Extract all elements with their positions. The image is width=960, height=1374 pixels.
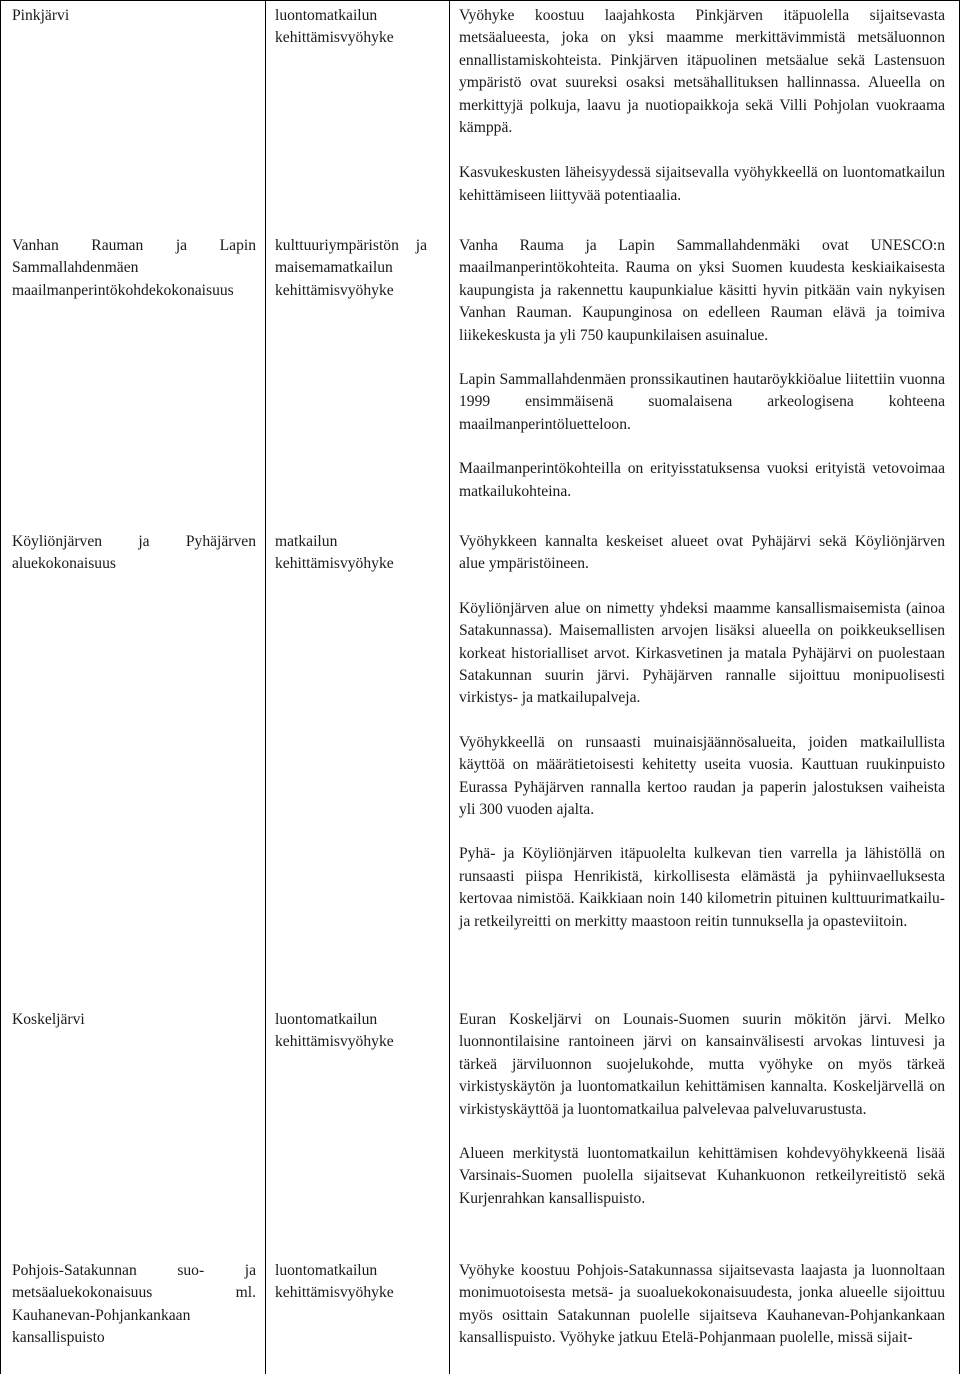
description-paragraph: Pyhä- ja Köyliönjärven itäpuolelta kulkevan tien varrella ja lähistöllä on runsaasti piispa Henrikistä, kirkollisesta elämästä ja pyhiinvaelluksesta kertovaa nimistöä. Kaikkiaan noin 140 kilometrin pituinen kulttuurimatkailu- ja retkeilyreitti on merkitty maastoon reitin tunnuksella ja opasteviitoin. xyxy=(459,845,945,930)
description-paragraph: Vyöhyke koostuu Pohjois-Satakunnassa sijaitsevasta laajasta ja luonnoltaan monimuotoisesta metsä- ja suoaluekokonaisuudesta, jonka alueelle sijoittuu myös osittain Satakunnan puolelle sijaitseva Kauhanevan-Pohjankankaan kansallispuisto. Vyöhyke jatkuu Etelä-Pohjanmaan puolelle, missä sijait- xyxy=(459,1262,945,1347)
description-paragraph: Lapin Sammallahdenmäen pronssikautinen hautaröykkiöalue liitettiin vuonna 1999 ensimmäisenä suomalaisena arkeologisena kohteena maailmanperintöluetteloon. xyxy=(459,371,945,433)
table-border-left xyxy=(0,0,1,1374)
description-paragraph: Kasvukeskusten läheisyydessä sijaitsevalla vyöhykkeellä on luontomatkailun kehittämiseen liittyvää potentiaalia. xyxy=(459,164,945,204)
zone-name-vanha-rauma: Vanhan Rauman ja Lapin Sammallahdenmäen maailmanperintökohdekokonaisuus xyxy=(12,237,256,299)
zone-description-koylionjarvi xyxy=(459,531,945,933)
zone-type-koskeljarvi: luontomatkailun kehittämisvyöhyke xyxy=(275,1011,394,1051)
column-divider-2 xyxy=(449,0,450,1374)
description-paragraph: Köyliönjärven alue on nimetty yhdeksi maamme kansallismaisemista (ainoa Satakunnassa). Maisemallisten arvojen lisäksi alueella on poikkeuksellisen korkeat historialliset arvot. Kirkasvetinen ja matala Pyhäjärvi on puolestaan Satakunnan suurin järvi. Pyhäjärven rannalle sijoittuu monipuolisesti virkistys- ja matkailupalveja. xyxy=(459,599,945,707)
zone-name-pohjois-satakunta: Pohjois-Satakunnan suo- ja metsäaluekokonaisuus ml. Kauhanevan-Pohjankankaan kansallispuisto xyxy=(12,1262,256,1347)
zone-type-koylionjarvi: matkailun kehittämisvyöhyke xyxy=(275,533,394,573)
zone-type-pohjois-satakunta: luontomatkailun kehittämisvyöhyke xyxy=(275,1262,394,1302)
description-paragraph: Euran Koskeljärvi on Lounais-Suomen suurin mökitön järvi. Melko luonnontilaisine rantoineen järvi on kansainvälisesti arvokas lintuvesi ja tärkeä järviluonnon suojelukohde, mutta vyöhyke on myös tärkeä virkistyskäytön ja luontomatkailun kehittämisen kannalta. Koskeljärvellä on virkistyskäyttöä ja luontomatkailua palvelevaa palveluvarustusta. xyxy=(459,1011,945,1118)
zone-name-pinkjarvi: Pinkjärvi xyxy=(12,7,70,24)
description-paragraph: Vyöhykkeen kannalta keskeiset alueet ovat Pyhäjärvi sekä Köyliönjärven alue ympäristöineen. xyxy=(459,533,945,573)
zone-name-koskeljarvi: Koskeljärvi xyxy=(12,1011,85,1028)
zone-type-pinkjarvi: luontomatkailun kehittämisvyöhyke xyxy=(275,7,394,47)
description-paragraph: Vyöhyke koostuu laajahkosta Pinkjärven itäpuolella sijaitsevasta metsäalueesta, joka on yksi maamme merkittävimmistä metsäluonnon ennallistamiskohteista. Pinkjärven itäpuolinen metsäalue sekä Lastensuon ympäristö ovat suureksi osaksi metsähallituksen hallinnassa. Alueella on merkittyjä polkuja, laavu ja nuotiopaikkoja sekä Villi Pohjolan vuokraama kämppä. xyxy=(459,7,945,137)
column-divider-1 xyxy=(265,0,266,1374)
zone-description-pohjois-satakunta xyxy=(459,1260,945,1350)
description-paragraph: Maailmanperintökohteilla on erityisstatuksensa vuoksi erityistä vetovoimaa matkailukohteina. xyxy=(459,460,945,500)
zone-description-pinkjarvi xyxy=(459,5,945,207)
zone-name-koylionjarvi: Köyliönjärven ja Pyhäjärven aluekokonaisuus xyxy=(12,533,256,573)
table-border-top xyxy=(1,0,959,1)
zone-type-vanha-rauma: kulttuuriympäristön ja maisemamatkailun kehittämisvyöhyke xyxy=(275,237,427,299)
description-paragraph: Alueen merkitystä luontomatkailun kehittämisen kohdevyöhykkeenä lisää Varsinais-Suomen puolella sijaitsevat Kuhankuonon retkeilyreitistö sekä Kurjenrahkan kansallispuisto. xyxy=(459,1145,945,1207)
description-paragraph: Vanha Rauma ja Lapin Sammallahdenmäki ovat UNESCO:n maailmanperintökohteita. Rauma on yksi Suomen kuudesta keskiaikaisesta kaupungista ja rakennettu kaupunkialue käsitti hyvin pitkään vain nykyisen Vanhan Rauman. Kaupunginosa on edelleen Rauman elävä ja toimiva liikekeskusta ja yli 750 kaupunkilaisen asuinalue. xyxy=(459,237,945,344)
zone-description-vanha-rauma xyxy=(459,235,945,503)
description-paragraph: Vyöhykkeellä on runsaasti muinaisjäännösalueita, joiden matkailullista käyttöä on määrätietoisesti kehitetty useita vuosia. Kauttuan ruukinpuisto Eurassa Pyhäjärven rannalla kertoo raudan ja paperin jalostuksen vaiheista yli 300 vuoden ajalta. xyxy=(459,733,945,819)
zone-description-koskeljarvi xyxy=(459,1009,945,1210)
